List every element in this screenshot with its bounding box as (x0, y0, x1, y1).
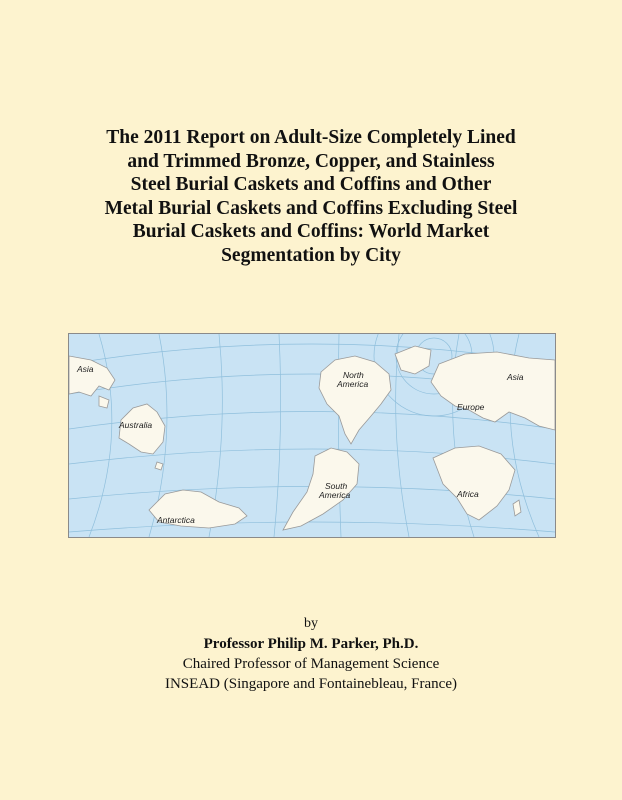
map-label-south-america-line1: South (325, 481, 348, 491)
byline (60, 614, 562, 694)
author-position: Chaired Professor of Management Science (182, 656, 440, 672)
world-map-graphic (69, 334, 555, 537)
africa-landmass (433, 446, 515, 520)
south-america-landmass (283, 448, 359, 530)
island-landmass (99, 396, 109, 408)
book-title (40, 126, 582, 268)
map-label-antarctica: Antarctica (157, 515, 195, 525)
madagascar-landmass (513, 500, 521, 516)
title-line-6: Segmentation by City (221, 244, 401, 266)
map-label-europe: Europe (457, 402, 485, 412)
title-line-3: Steel Burial Caskets and Coffins and Other (130, 174, 492, 196)
tasmania-landmass (155, 462, 163, 470)
map-landmasses (69, 346, 555, 530)
author-institution: INSEAD (Singapore and Fontainebleau, France) (164, 676, 457, 692)
title-line-4: Metal Burial Caskets and Coffins Excluding Steel (104, 197, 518, 219)
map-label-north-america-line1: North (343, 370, 364, 380)
byline-by: by (304, 616, 318, 631)
title-line-2: and Trimmed Bronze, Copper, and Stainless (127, 150, 495, 172)
title-line-1: The 2011 Report on Adult-Size Completely Lined (106, 127, 516, 148)
asia-left-landmass (69, 356, 115, 396)
map-label-africa: Africa (457, 489, 479, 499)
title-line-5: Burial Caskets and Coffins: World Market (132, 221, 490, 243)
world-map (68, 333, 556, 538)
map-label-asia-left: Asia (77, 364, 94, 374)
greenland-landmass (395, 346, 431, 374)
author-name: Professor Philip M. Parker, Ph.D. (203, 636, 419, 652)
map-label-australia: Australia (119, 420, 153, 430)
map-label-south-america-line2: America (319, 490, 351, 500)
eurasia-landmass (431, 352, 555, 430)
map-label-asia-right: Asia (507, 372, 524, 382)
map-label-north-america-line2: America (337, 379, 369, 389)
